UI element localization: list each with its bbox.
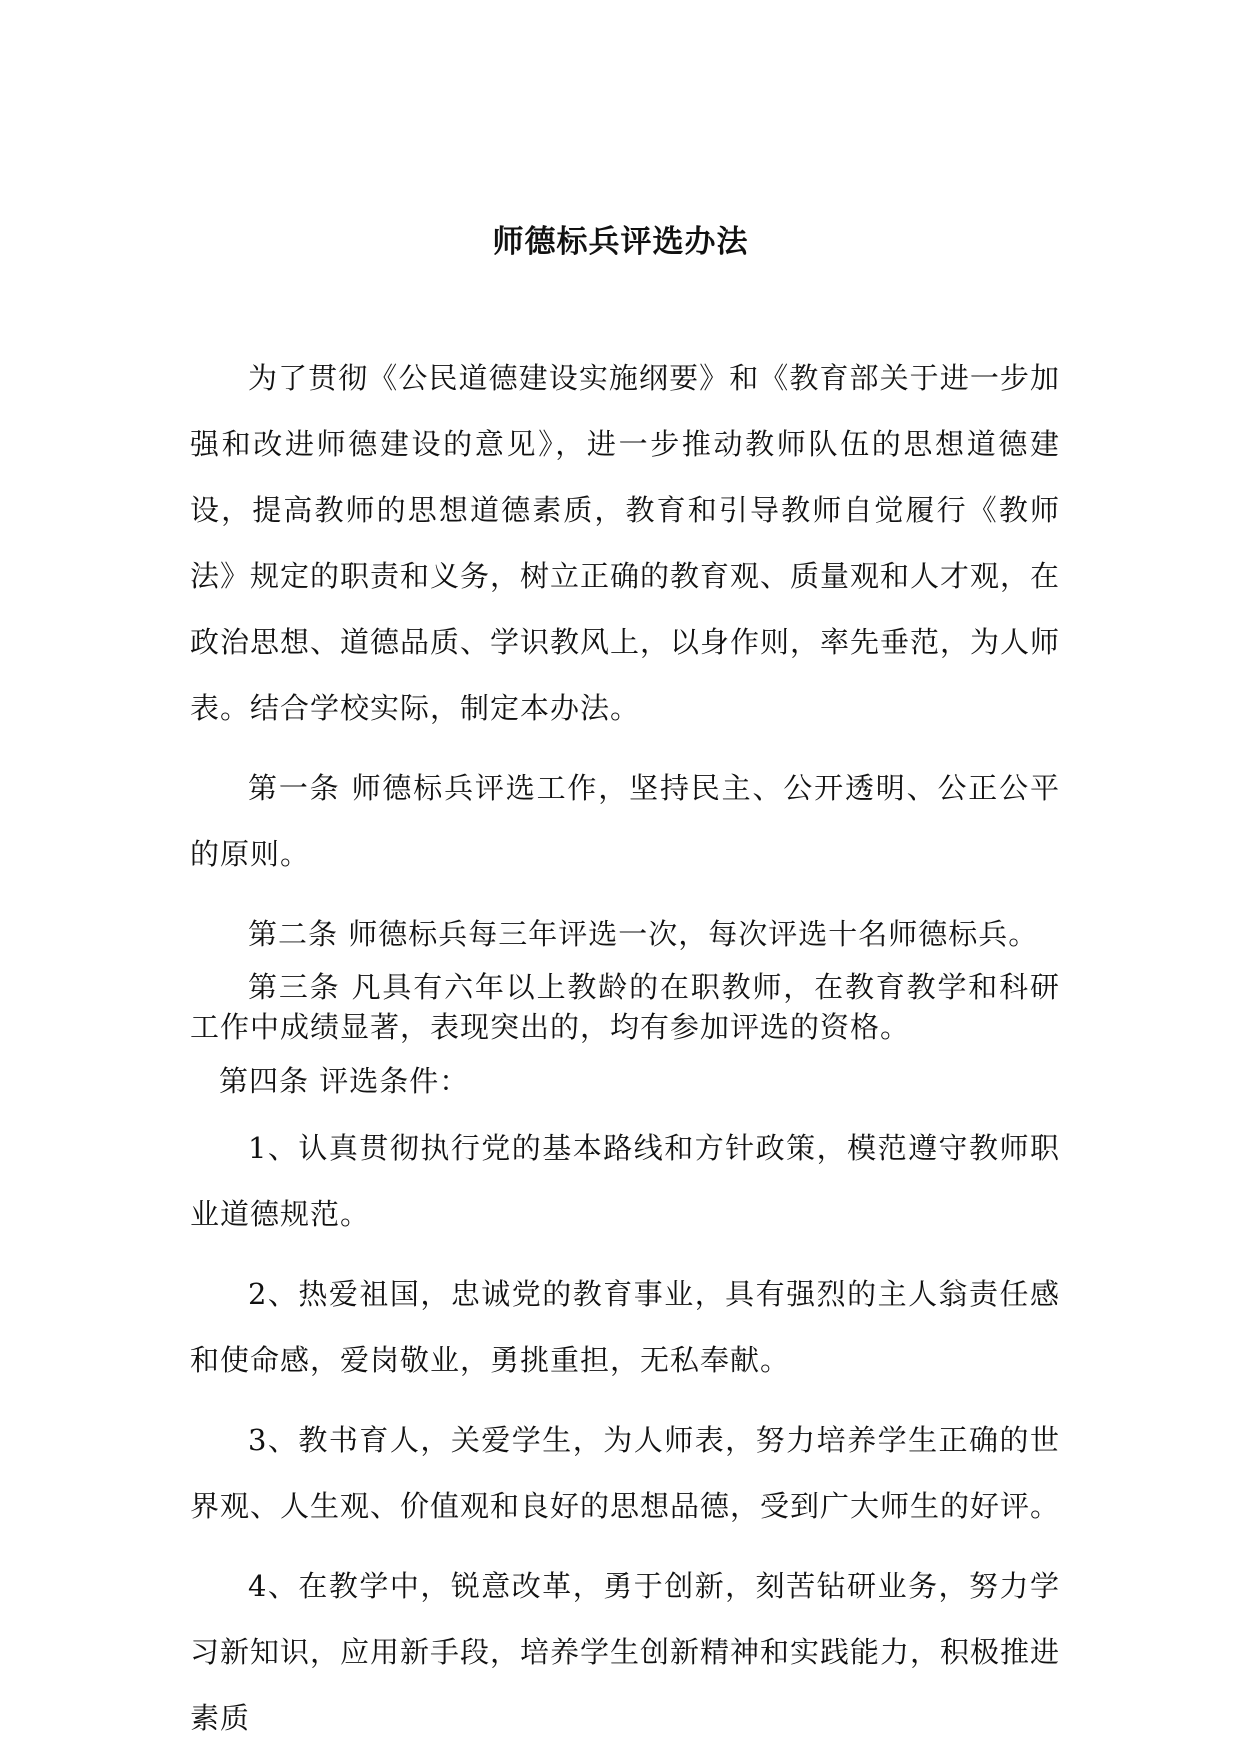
- paragraph-article-2: 第二条 师德标兵每三年评选一次，每次评选十名师德标兵。: [248, 917, 1039, 951]
- document-title: 师德标兵评选办法: [492, 224, 749, 260]
- paragraph-article-4: 第四条 评选条件：: [219, 1064, 470, 1098]
- paragraph-criterion-2: 2、热爱祖国，忠诚党的教育事业，具有强烈的主人翁责任感和使命感，爱岗敬业，勇挑重担，无私奉献。: [190, 1277, 1060, 1377]
- paragraph-article-3: 第三条 凡具有六年以上教龄的在职教师，在教育教学和科研工作中成绩显著，表现突出的，均有参加评选的资格。: [190, 970, 1060, 1044]
- paragraph-criterion-4: 4、在教学中，锐意改革，勇于创新，刻苦钻研业务，努力学习新知识，应用新手段，培养学生创新精神和实践能力，积极推进素质: [190, 1569, 1061, 1735]
- paragraph-criterion-1: 1、认真贯彻执行党的基本路线和方针政策，模范遵守教师职业道德规范。: [190, 1131, 1060, 1231]
- paragraph-article-1: 第一条 师德标兵评选工作，坚持民主、公开透明、公正公平的原则。: [190, 771, 1060, 871]
- paragraph-criterion-3: 3、教书育人，关爱学生，为人师表，努力培养学生正确的世界观、人生观、价值观和良好的思想品德，受到广大师生的好评。: [190, 1423, 1061, 1523]
- paragraph-intro: 为了贯彻《公民道德建设实施纲要》和《教育部关于进一步加强和改进师德建设的意见》，进一步推动教师队伍的思想道德建设，提高教师的思想道德素质，教育和引导教师自觉履行《教师法》规定的职责和义务，树立正确的教育观、质量观和人才观，在政治思想、道德品质、学识教风上，以身作则，率先垂范，为人师表。结合学校实际，制定本办法。: [190, 361, 1061, 725]
- document-body: [190, 345, 1060, 1751]
